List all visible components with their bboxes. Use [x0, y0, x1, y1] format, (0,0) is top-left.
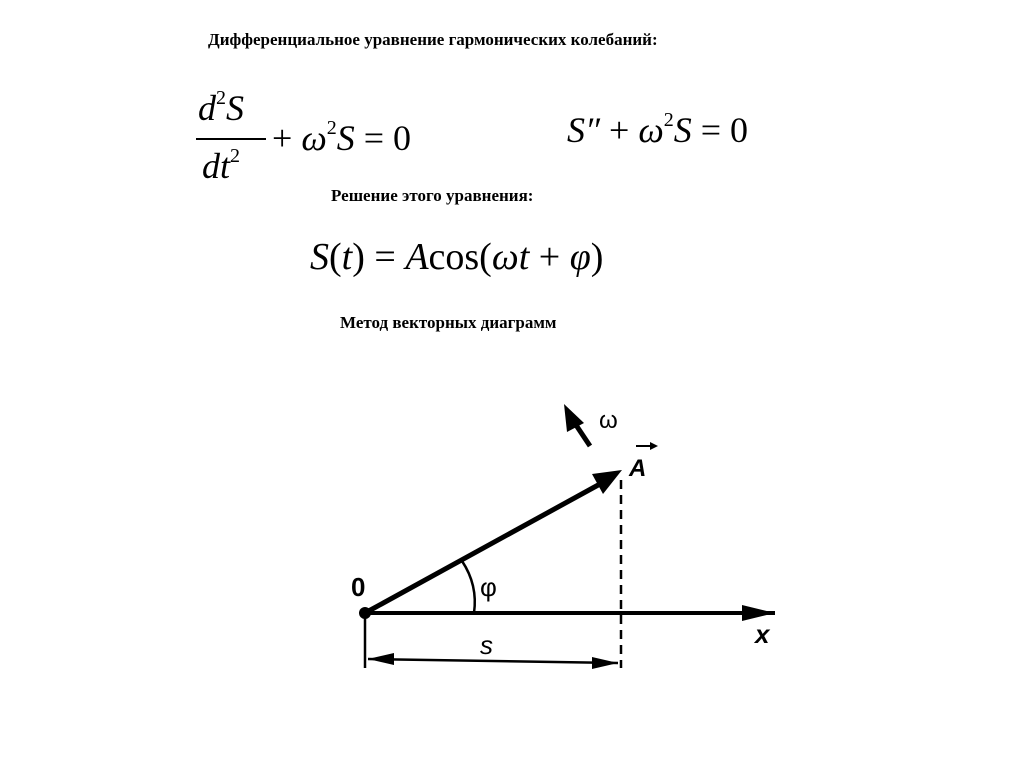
rotation-arrowhead — [564, 404, 584, 432]
vector-notation-arrowhead — [650, 442, 658, 450]
dimension-arrowhead-right — [592, 657, 618, 669]
omega-label: ω — [599, 407, 618, 434]
slide-title: Дифференциальное уравнение гармонических колебаний: — [208, 30, 658, 49]
fraction-denominator: $dt^2$ — [202, 145, 241, 186]
x-axis-label: x — [755, 619, 770, 649]
solution-equation: S(t) = Acos(ωt + φ) — [310, 236, 604, 278]
equation-remainder: + $\omega^2S = 0$ — [272, 117, 412, 158]
vector-a-arrowhead — [592, 470, 622, 494]
origin-label: 0 — [351, 572, 366, 602]
dimension-arrowhead-left — [368, 653, 394, 665]
differential-equation-short: $S'' + \omega^2S = 0$ — [567, 109, 749, 150]
angle-label: φ — [480, 572, 497, 602]
angle-arc — [462, 561, 475, 613]
method-heading: Метод векторных диаграмм — [340, 313, 557, 332]
dimension-line — [368, 659, 618, 663]
origin-point — [359, 607, 371, 619]
solution-heading: Решение этого уравнения: — [331, 186, 534, 205]
vector-a-label: A — [629, 455, 647, 482]
projection-label: s — [480, 630, 493, 660]
fraction-numerator: $d^2S$ — [198, 87, 244, 128]
